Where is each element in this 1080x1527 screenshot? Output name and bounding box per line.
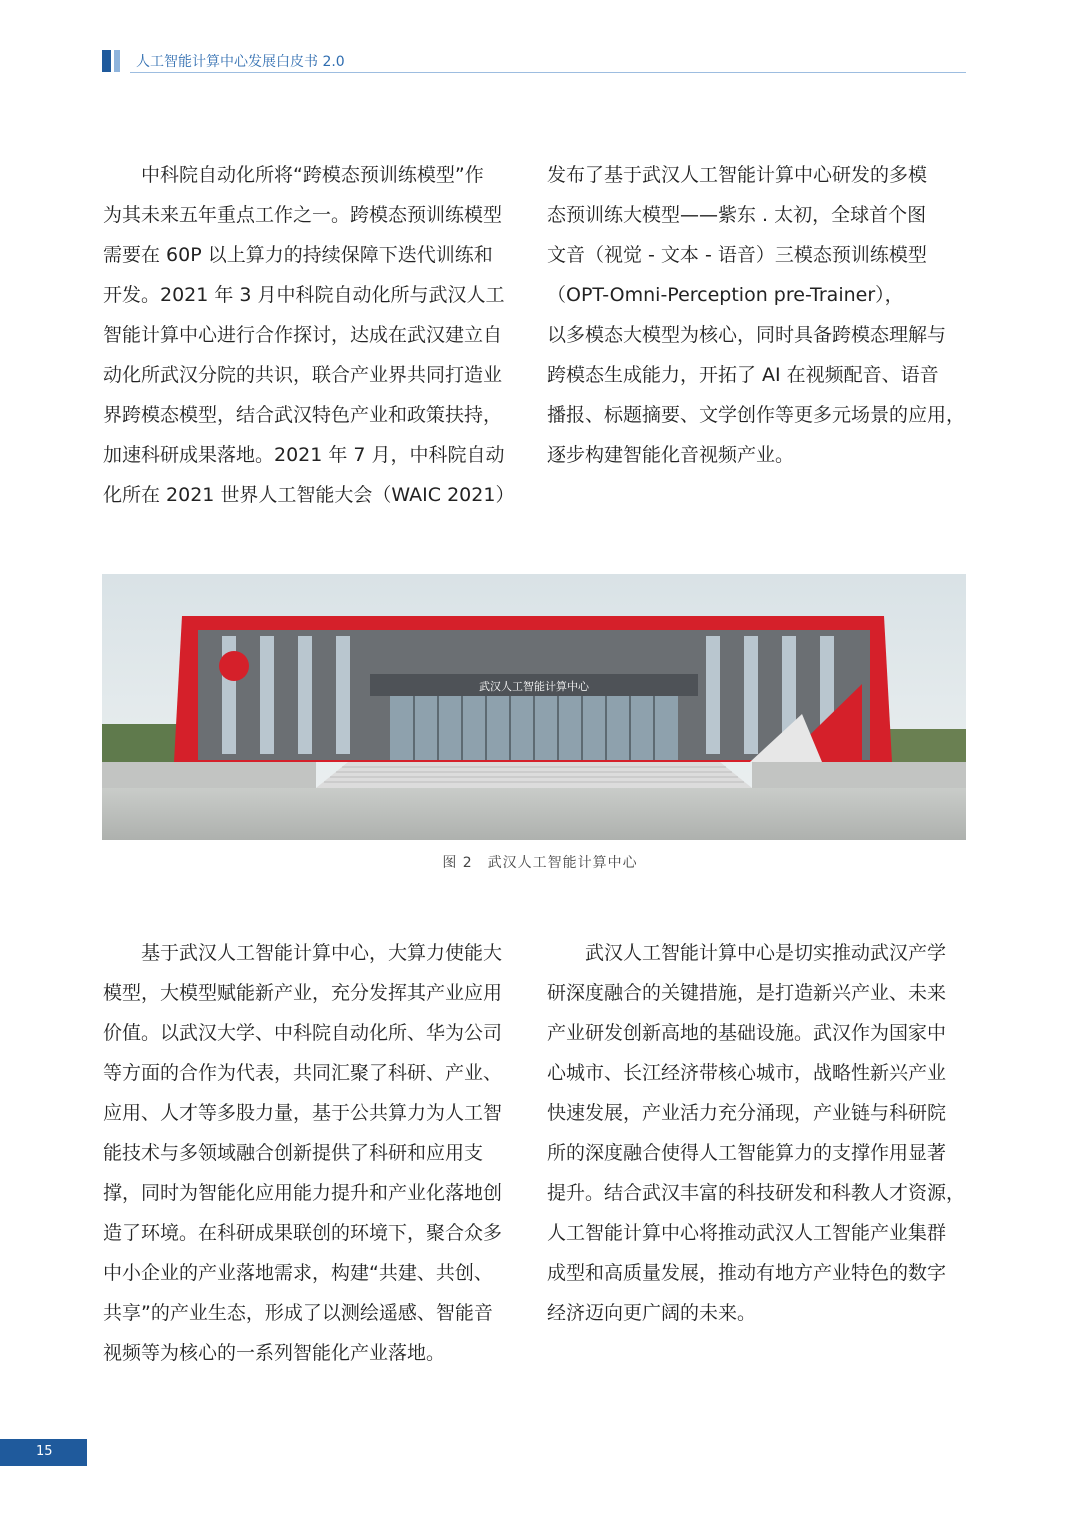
text-line: 研深度融合的关键措施，是打造新兴产业、未来 <box>547 982 947 1004</box>
text-line: 成型和高质量发展，推动有地方产业特色的数字 <box>547 1262 947 1284</box>
text-line: 化所在 2021 世界人工智能大会（WAIC 2021） <box>103 484 515 506</box>
text-line: 以多模态大模型为核心，同时具备跨模态理解与 <box>547 324 947 346</box>
text-line: 所的深度融合使得人工智能算力的支撑作用显著 <box>547 1142 947 1164</box>
paragraph-bottom-right <box>547 933 967 1333</box>
text-line: 智能计算中心进行合作探讨，达成在武汉建立自 <box>103 324 503 346</box>
paragraph-top-right <box>547 155 967 475</box>
building-sign: 武汉人工智能计算中心 <box>479 680 589 693</box>
text-line: 人工智能计算中心将推动武汉人工智能产业集群 <box>547 1222 947 1244</box>
text-line: 造了环境。在科研成果联创的环境下，聚合众多 <box>103 1222 503 1244</box>
text-line: （OPT-Omni-Perception pre-Trainer）， <box>547 284 904 306</box>
text-line: 产业研发创新高地的基础设施。武汉作为国家中 <box>547 1022 947 1044</box>
figure-caption: 图 2 武汉人工智能计算中心 <box>442 855 638 871</box>
header-marker-dark <box>102 50 111 72</box>
text-line: 等方面的合作为代表，共同汇聚了科研、产业、 <box>103 1062 503 1084</box>
text-line: 心城市、长江经济带核心城市，战略性新兴产业 <box>547 1062 947 1084</box>
text-line: 应用、人才等多股力量，基于公共算力为人工智 <box>103 1102 503 1124</box>
paragraph-bottom-left <box>103 933 523 1373</box>
header-title: 人工智能计算中心发展白皮书 2.0 <box>136 54 345 70</box>
running-header <box>100 48 966 74</box>
paragraph-top-left <box>103 155 523 515</box>
text-line: 能技术与多领域融合创新提供了科研和应用支 <box>103 1142 484 1164</box>
text-line: 界跨模态模型，结合武汉特色产业和政策扶持， <box>103 404 503 426</box>
text-line: 文音（视觉 - 文本 - 语音）三模态预训练模型 <box>547 244 927 266</box>
text-line: 提升。结合武汉丰富的科技研发和科教人才资源， <box>547 1182 966 1204</box>
text-line: 基于武汉人工智能计算中心，大算力使能大 <box>103 942 503 964</box>
text-line: 为其未来五年重点工作之一。跨模态预训练模型 <box>103 204 503 226</box>
text-line: 中科院自动化所将“跨模态预训练模型”作 <box>103 164 484 186</box>
text-line: 发布了基于武汉人工智能计算中心研发的多模 <box>547 164 928 186</box>
page-number: 15 <box>36 1444 53 1459</box>
text-line: 开发。2021 年 3 月中科院自动化所与武汉人工 <box>103 284 505 306</box>
text-line: 中小企业的产业落地需求，构建“共建、共创、 <box>103 1262 493 1284</box>
text-line: 逐步构建智能化音视频产业。 <box>547 444 795 466</box>
text-line: 加速科研成果落地。2021 年 7 月，中科院自动 <box>103 444 505 466</box>
header-marker-light <box>114 50 120 72</box>
text-line: 共享”的产业生态，形成了以测绘遥感、智能音 <box>103 1302 493 1324</box>
text-line: 动化所武汉分院的共识，联合产业界共同打造业 <box>103 364 503 386</box>
text-line: 态预训练大模型——紫东 . 太初，全球首个图 <box>547 204 927 226</box>
text-line: 价值。以武汉大学、中科院自动化所、华为公司 <box>103 1022 503 1044</box>
page-number-tab <box>0 1439 87 1466</box>
text-line: 需要在 60P 以上算力的持续保障下迭代训练和 <box>103 244 493 266</box>
header-rule <box>130 72 966 73</box>
text-line: 播报、标题摘要、文学创作等更多元场景的应用， <box>547 404 966 426</box>
text-line: 跨模态生成能力，开拓了 AI 在视频配音、语音 <box>547 364 939 386</box>
text-line: 模型，大模型赋能新产业，充分发挥其产业应用 <box>103 982 503 1004</box>
text-line: 经济迈向更广阔的未来。 <box>547 1302 757 1324</box>
text-line: 武汉人工智能计算中心是切实推动武汉产学 <box>547 942 947 964</box>
text-line: 快速发展，产业活力充分涌现，产业链与科研院 <box>547 1102 947 1124</box>
building-illustration <box>102 574 966 840</box>
text-line: 撑，同时为智能化应用能力提升和产业化落地创 <box>103 1182 503 1204</box>
building-photo <box>102 574 966 840</box>
text-line: 视频等为核心的一系列智能化产业落地。 <box>103 1342 446 1364</box>
